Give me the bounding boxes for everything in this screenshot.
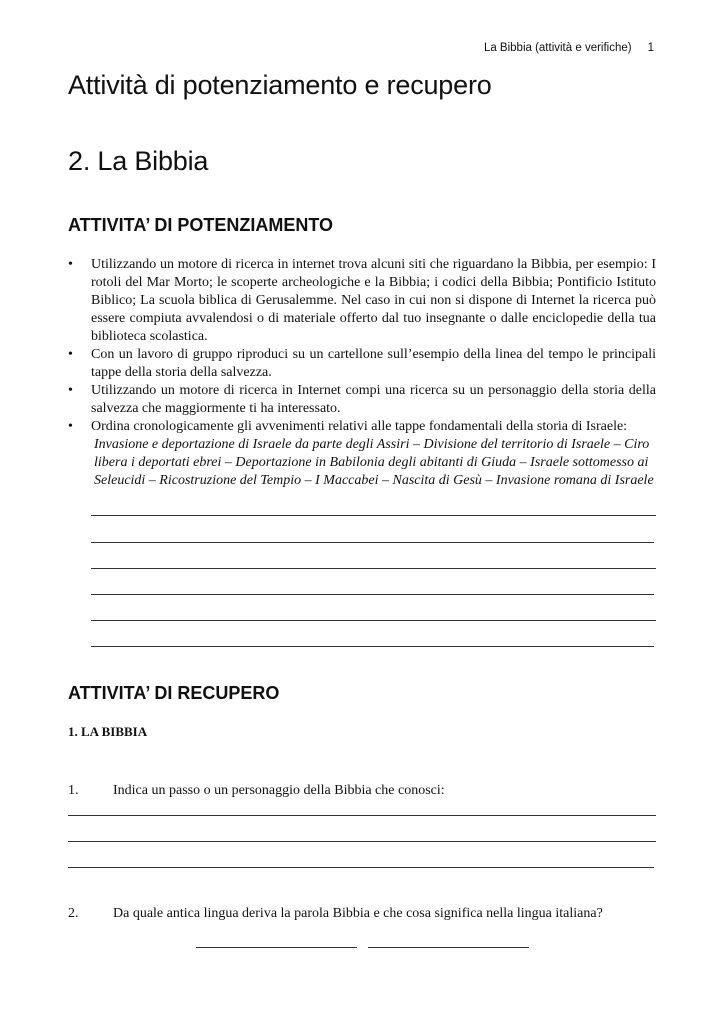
answer-line[interactable] [91,646,654,647]
answer-line[interactable] [196,947,357,948]
list-item [68,418,656,490]
list-item [68,382,656,418]
section-heading-potenziamento: ATTIVITA’ DI POTENZIAMENTO [68,215,334,235]
answer-line[interactable] [91,542,654,543]
answer-line[interactable] [68,841,656,842]
list-item-text: Ordina cronologicamente gli avvenimenti relativi alle tappe fondamentali della storia di Israele: [91,419,628,434]
answer-line[interactable] [368,947,529,948]
answer-line[interactable] [68,815,656,816]
events-list: Invasione e deportazione di Israele da parte degli Assiri – Divisione del territorio di Israele – Ciro libera i deportati ebrei – Deportazione in Babilonia degli abitanti di Giuda – Israele sottomesso ai Seleucidi – Ricostruzione del Tempio – I Maccabei – Nascita di Gesù – Invasione romana di Israele [94,437,654,488]
page-number: 1 [647,42,654,54]
bullet-icon: • [68,257,73,272]
potenziamento-list [68,256,656,490]
bullet-icon: • [68,347,73,362]
answer-line[interactable] [91,568,656,569]
question-number: 1. [68,783,79,798]
page-title: Attività di potenziamento e recupero [68,70,492,100]
bullet-icon: • [68,383,73,398]
list-item [68,346,656,382]
answer-line[interactable] [68,867,654,868]
answer-line[interactable] [91,620,656,621]
chapter-title: 2. La Bibbia [68,146,209,176]
question-1 [68,783,445,799]
running-header [484,42,654,54]
question-2 [68,906,603,922]
list-item [68,256,656,346]
answer-line[interactable] [91,594,654,595]
list-item-text: Con un lavoro di gruppo riproduci su un cartellone sull’esempio della linea del tempo le principali tappe della storia della salvezza. [91,347,656,380]
bullet-icon: • [68,419,73,434]
subsection-heading: 1. LA BIBBIA [68,724,148,739]
question-number: 2. [68,906,79,921]
question-text: Da quale antica lingua deriva la parola Bibbia e che cosa significa nella lingua italiana? [113,906,603,921]
question-text: Indica un passo o un personaggio della Bibbia che conosci: [113,783,445,798]
list-item-text: Utilizzando un motore di ricerca in Internet compi una ricerca su un personaggio della storia della salvezza che maggiormente ti ha interessato. [91,383,656,416]
list-item-text: Utilizzando un motore di ricerca in internet trova alcuni siti che riguardano la Bibbia, per esempio: I rotoli del Mar Morto; le scoperte archeologiche e la Bibbia; i codici della Bibbia; Pontificio Istituto Biblico; La scuola biblica di Gerusalemme. Nel caso in cui non si dispone di Internet la ricerca può essere compiuta avvalendosi o di materiale offerto dal tuo insegnante o dalle enciclopedie della tua biblioteca scolastica. [91,257,656,344]
running-title: La Bibbia (attività e verifiche) [483,42,632,54]
answer-line[interactable] [91,515,656,516]
section-heading-recupero: ATTIVITA’ DI RECUPERO [68,683,280,703]
